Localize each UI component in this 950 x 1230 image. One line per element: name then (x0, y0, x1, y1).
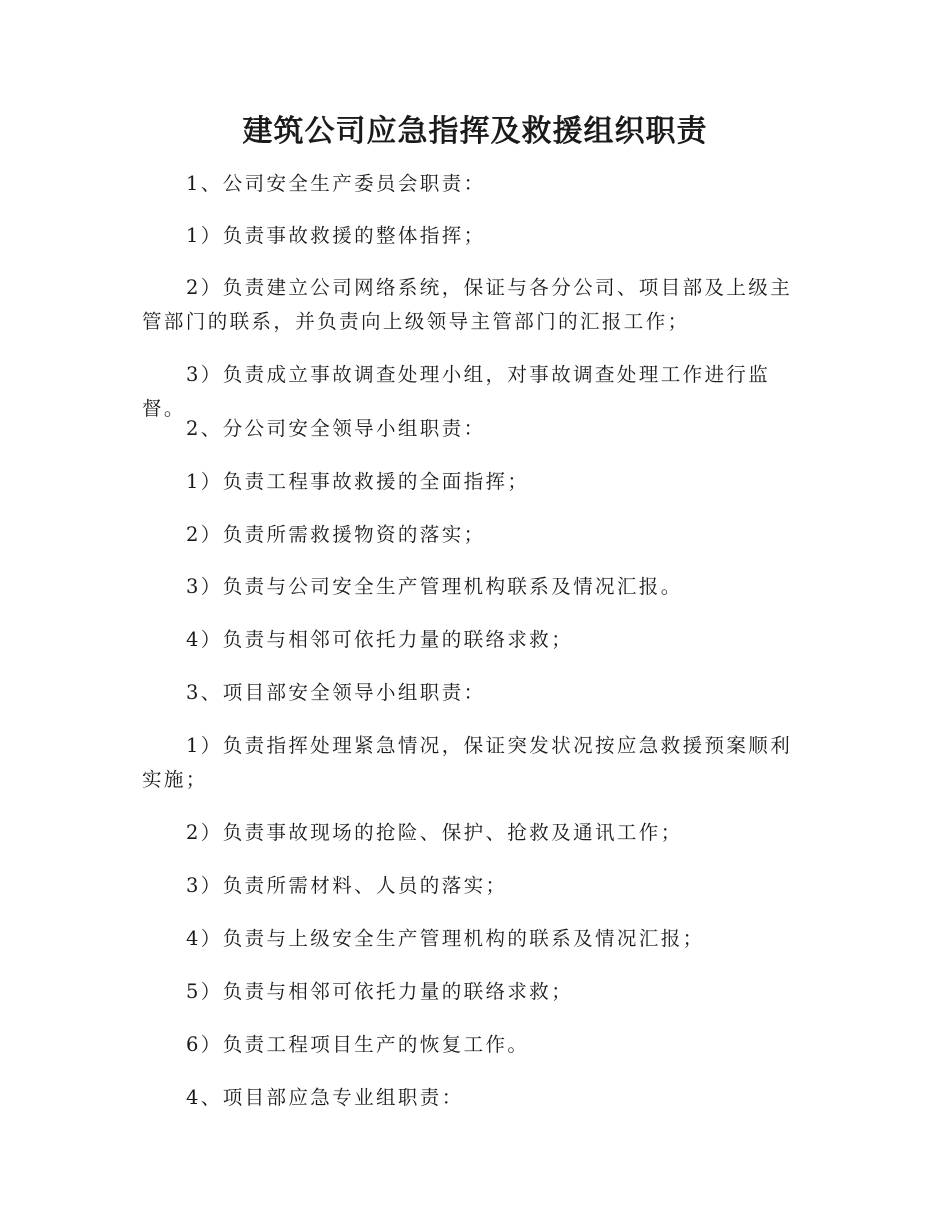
list-item: 2）负责所需救援物资的落实； (186, 523, 486, 546)
section-heading-4: 4、项目部应急专业组职责： (186, 1086, 464, 1109)
list-item: 1）负责工程事故救援的全面指挥； (186, 470, 530, 493)
list-item: 4）负责与上级安全生产管理机构的联系及情况汇报； (186, 927, 705, 950)
list-item: 1）负责事故救援的整体指挥； (186, 224, 486, 247)
list-item: 3）负责所需材料、人员的落实； (186, 874, 508, 897)
section-heading-1: 1、公司安全生产委员会职责： (186, 172, 486, 195)
list-item: 6）负责工程项目生产的恢复工作。 (186, 1033, 530, 1056)
section-heading-3: 3、项目部安全领导小组职责： (186, 681, 486, 704)
list-item: 2）负责建立公司网络系统，保证与各分公司、项目部及上级主管部门的联系，并负责向上级领导主管部门的汇报工作； (142, 276, 793, 333)
list-item: 4）负责与相邻可依托力量的联络求救； (186, 628, 574, 651)
document-title: 建筑公司应急指挥及救援组织职责 (242, 114, 708, 149)
list-item: 3）负责成立事故调查处理小组，对事故调查处理工作进行监督。 (142, 363, 771, 420)
list-item: 1）负责指挥处理紧急情况，保证突发状况按应急救援预案顺利实施； (142, 734, 793, 791)
list-item: 2）负责事故现场的抢险、保护、抢救及通讯工作； (186, 821, 683, 844)
list-item: 3）负责与公司安全生产管理机构联系及情况汇报。 (186, 575, 683, 598)
list-item: 5）负责与相邻可依托力量的联络求救； (186, 980, 574, 1003)
section-heading-2: 2、分公司安全领导小组职责： (186, 417, 486, 440)
